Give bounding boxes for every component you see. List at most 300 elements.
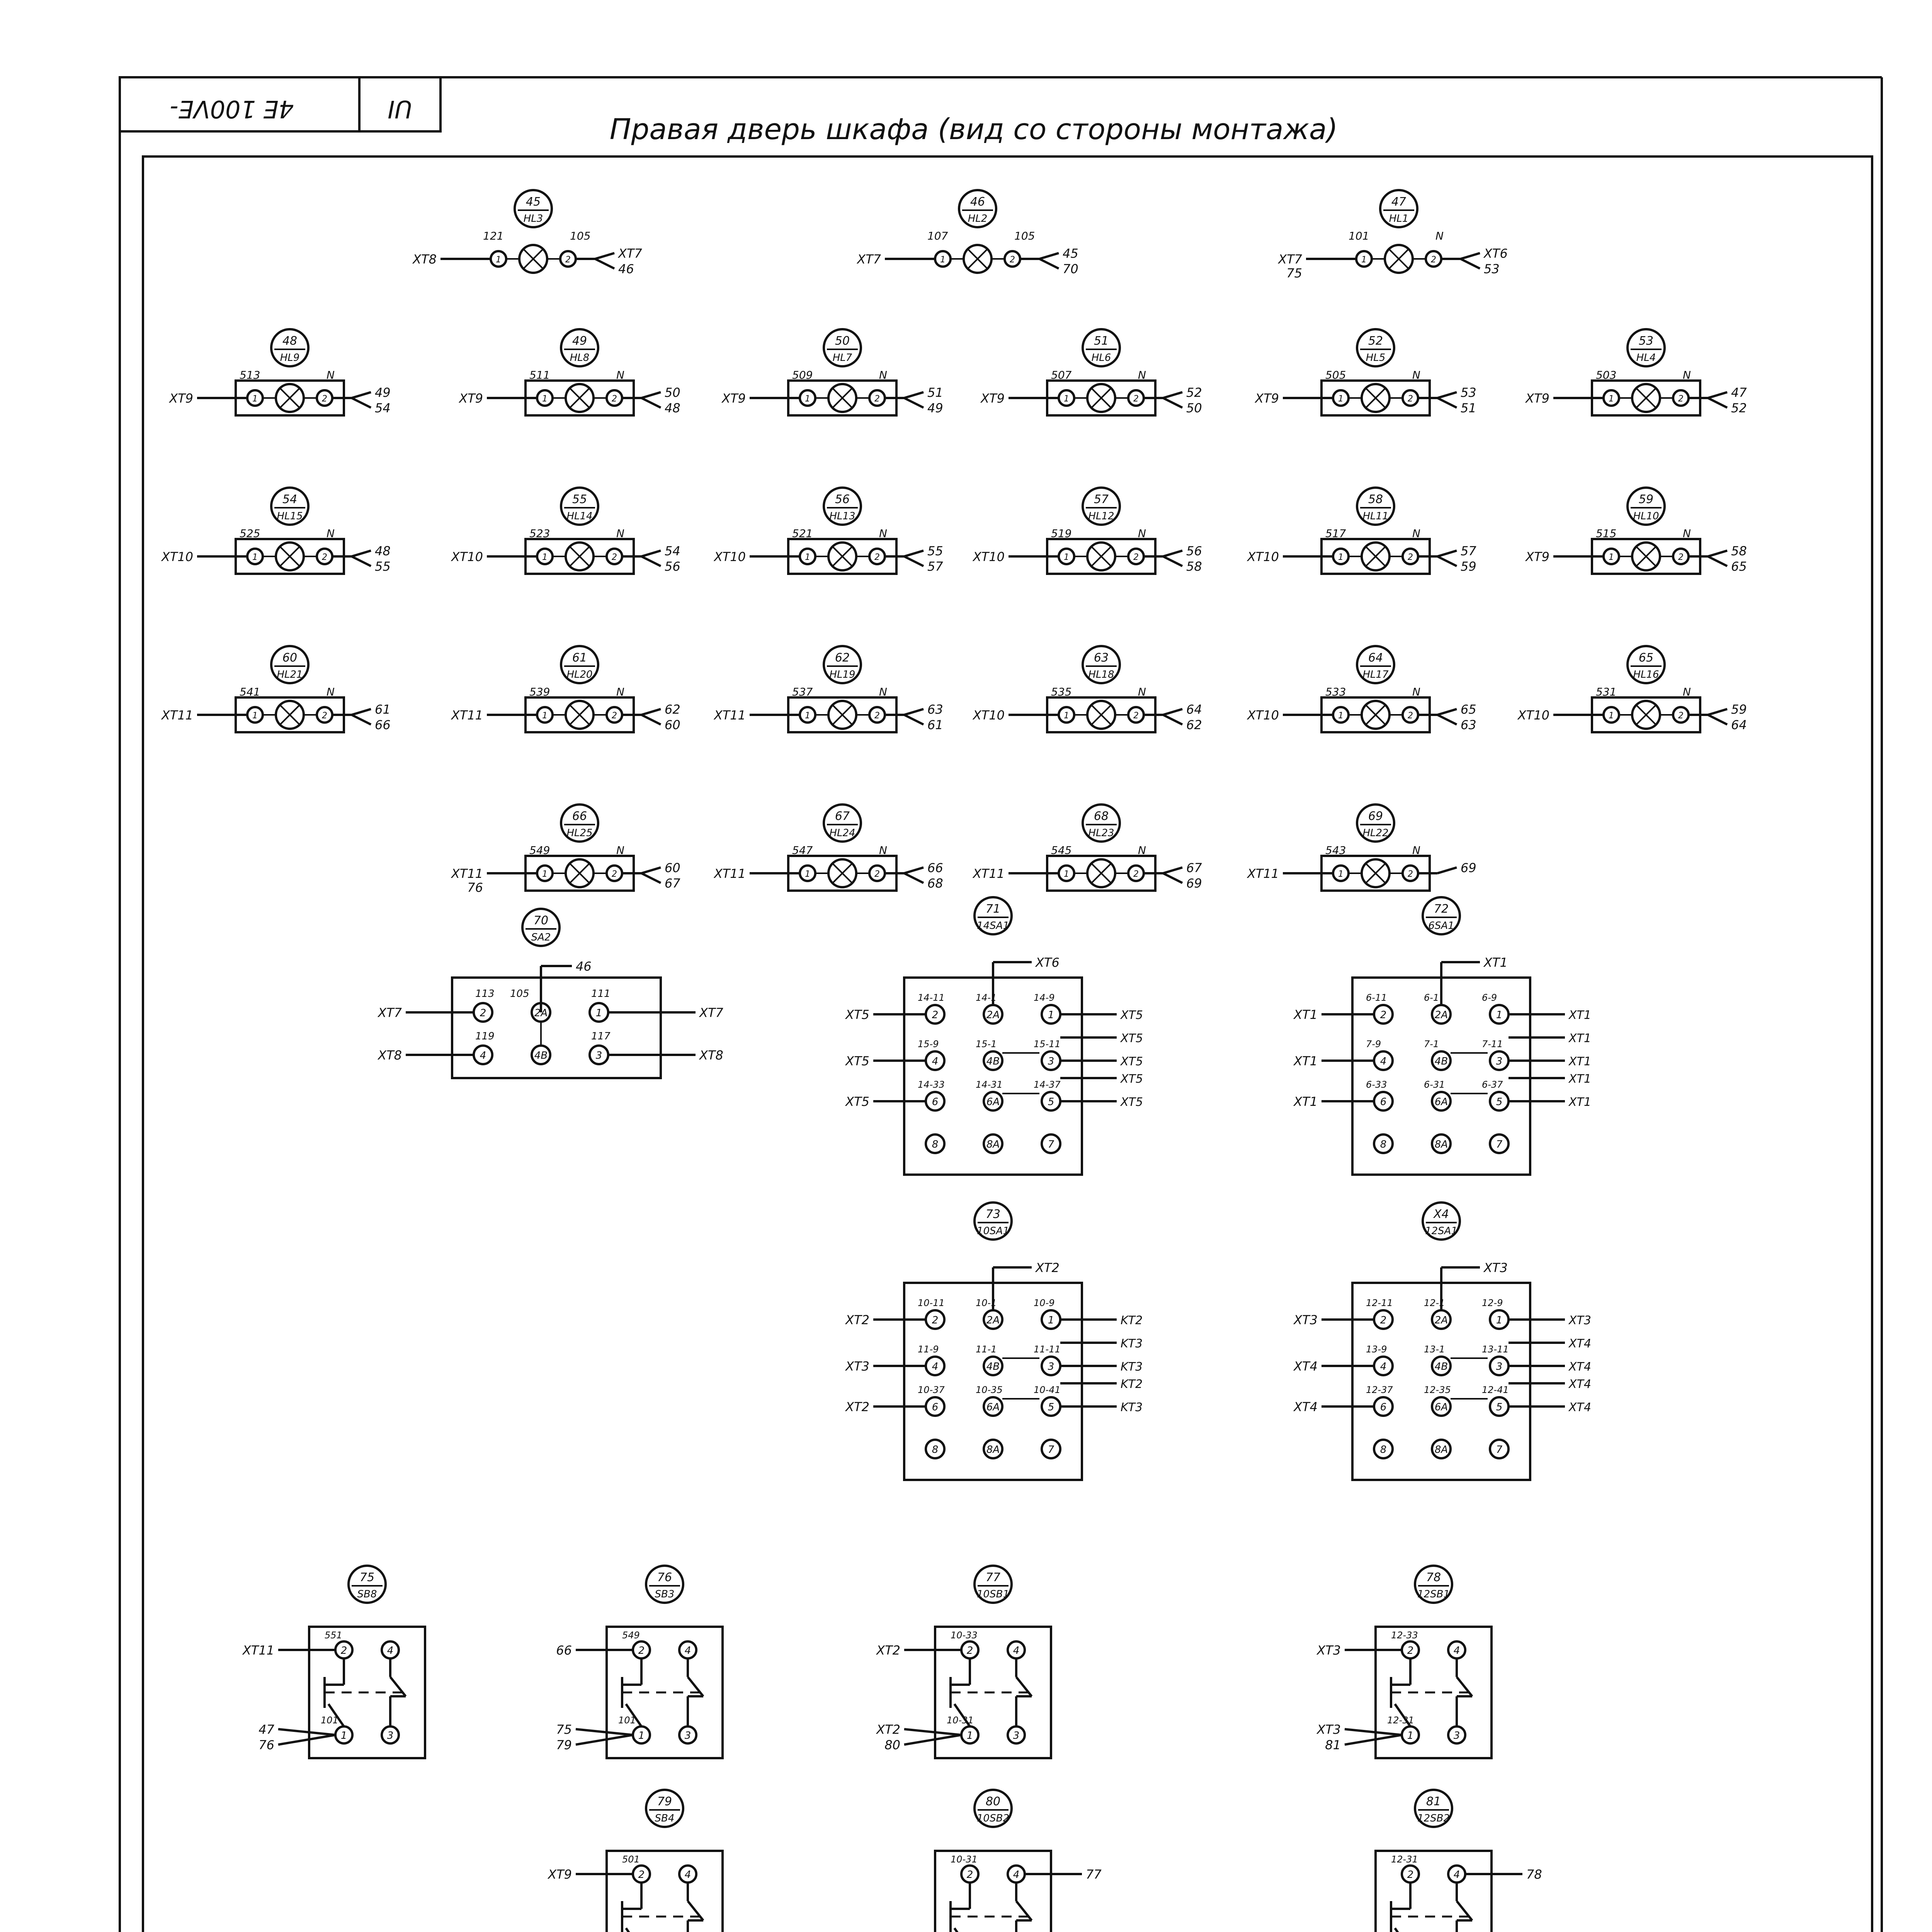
contact-label: 1 [542,711,548,721]
contact-label: 4 [932,1056,939,1067]
lamp-wire-out: N [327,369,335,381]
contact-label: 1 [340,1730,347,1742]
switch-block-wire: 14-33 [918,1079,945,1090]
contact-label: 2 [1133,869,1139,879]
contact-label: 2 [1133,553,1139,562]
lamp-wire-in: 521 [792,527,813,540]
lamp-wire-out: N [616,527,624,540]
contact-label: 4 [1013,1645,1020,1656]
switch-block-wire: 14-31 [976,1079,1003,1090]
contact-label: 1 [1338,394,1344,404]
position-number: 57 [1094,493,1109,506]
lamp-output-terminal: 61 [927,718,943,732]
lamp-wire-out: N [616,369,624,381]
signal-lamp-hl16 [1517,646,1747,732]
position-number: 79 [657,1795,672,1808]
contact-label: 1 [1338,711,1344,721]
switch-block-wire: 7-9 [1366,1039,1381,1049]
button-top-left-terminal: XT2 [876,1643,900,1658]
contact-label: 2 [1010,255,1015,265]
lamp-output-branch [352,709,371,715]
lamp-input-terminal: XT9 [1526,391,1549,406]
contact-label: 7 [1048,1444,1054,1456]
contact-label: 4 [684,1869,691,1881]
position-ref: HL3 [523,213,543,224]
sa2-wire: 113 [475,988,495,1000]
lamp-input-terminal: XT11 [161,708,193,723]
contact-label: 2 [1408,394,1413,404]
contact-label: 2 [638,1645,645,1656]
signal-lamp-hl6 [980,329,1202,415]
contact-label: 6 [1380,1096,1387,1108]
lamp-wire-in: 523 [529,527,550,540]
lamp-output-branch [1163,873,1182,883]
contact-label: 2 [966,1645,973,1656]
contact-label: 6 [1380,1401,1387,1413]
contact-label: 3 [387,1730,394,1742]
lamp-output-branch [1163,398,1182,408]
switch-block-top-terminal: XT1 [1484,955,1508,970]
lamp-wire-in: 531 [1596,685,1617,698]
contact-label: 2 [874,711,880,721]
lamp-output-branch [641,867,661,873]
contact-label: 3 [1048,1056,1054,1067]
switch-block-wire: 14-11 [918,992,945,1003]
position-number: 61 [572,651,587,665]
contact-label: 1 [542,394,548,404]
contact-label: 4 [1453,1645,1460,1656]
switch-block-10sa1 [845,1202,1143,1480]
button-bottom-lead [904,1735,961,1745]
button-bottom-lead [278,1735,335,1745]
lamp-output-branch [1163,709,1182,715]
contact-label: 1 [1048,1009,1054,1021]
button-bottom-wire: 10-31 [947,1715,974,1726]
button-contact-blade [954,1928,970,1932]
lamp-input-terminal: XT9 [981,391,1005,406]
switch-block-wire: 10-37 [918,1384,945,1395]
lamp-wire-in: 511 [529,369,550,381]
lamp-wire-out: N [1683,685,1691,698]
push-button-12sb1 [1316,1566,1492,1758]
contact-label: 3 [1013,1730,1020,1742]
position-ref: HL14 [566,510,593,522]
switch-block-right-terminal: XT1 [1569,1095,1591,1109]
contact-label: 1 [805,869,810,879]
lamp-output-branch [1708,715,1727,724]
sa2-wire: 105 [510,988,529,1000]
lamp-input-terminal: XT11 [451,708,483,723]
position-number: 81 [1426,1795,1441,1808]
lamp-input-terminal: XT9 [459,391,483,406]
position-tag [561,488,598,525]
contact-label: 2 [1408,869,1413,879]
contact-label: 2 [874,553,880,562]
lamp-output-branch [1708,398,1727,408]
contact-label: 1 [1064,711,1069,721]
contact-label: 5 [1496,1401,1503,1413]
switch-block-wire: 10-1 [976,1298,997,1308]
position-ref: HL4 [1636,352,1656,364]
contact-label: 1 [1338,553,1344,562]
contact-label: 8 [1380,1139,1387,1150]
lamp-output-branch [641,715,661,724]
position-ref: HL25 [566,827,593,839]
position-number: 70 [533,914,549,927]
position-ref: HL18 [1088,669,1114,680]
position-ref: 10SA1 [977,1225,1009,1237]
lamp-output-branch [904,398,923,408]
contact-label: 5 [1496,1096,1503,1108]
position-ref: HL21 [277,669,303,680]
lamp-input-terminal: XT10 [451,549,483,564]
header [120,77,1338,146]
lamp-output-branch [1437,398,1457,408]
position-tag [1357,646,1394,683]
contact-label: 2 [612,869,617,879]
signal-lamp-hl21 [161,646,391,732]
button-bottom-wire: 101 [321,1715,338,1726]
lamp-output-terminal: 69 [1461,861,1476,875]
lamp-wire-out: N [1412,685,1420,698]
push-button-sb3 [556,1566,723,1758]
position-tag [1357,804,1394,842]
switch-block-wire: 13-1 [1424,1344,1445,1355]
lamp-output-branch [641,392,661,398]
position-tag [522,909,560,946]
lamp-output-terminal: 67 [665,876,680,891]
switch-block-left-terminal: XT1 [1294,1094,1318,1109]
contact-label: 1 [966,1730,973,1742]
button-top-left-terminal: XT9 [548,1867,572,1882]
switch-block-wire: 6-1 [1424,992,1439,1003]
contact-label: 2A [534,1007,548,1019]
signal-lamp-hl24 [713,804,943,891]
lamp-wire-out: N [1683,369,1691,381]
lamp-output-branch [1437,715,1457,724]
switch-block-wire: 11-9 [918,1344,939,1355]
position-number: 52 [1368,334,1383,348]
lamp-input-terminal: XT10 [1247,549,1279,564]
contact-label: 2 [1408,711,1413,721]
sa2-wire: 111 [591,988,611,1000]
button-top-wire: 12-31 [1391,1854,1418,1865]
position-tag [1628,488,1665,525]
contact-label: 4 [932,1361,939,1372]
lamp-wire-out: N [327,685,335,698]
position-tag [646,1566,683,1603]
position-number: 80 [985,1795,1001,1808]
position-tag [1423,897,1460,934]
button-bottom-left-terminal: XT3 [1317,1722,1341,1737]
contact-label: 2 [322,711,327,721]
lamp-output-terminal: 46 [618,262,634,276]
lamp-output-branch [1437,551,1457,556]
switch-block-top-terminal: XT2 [1036,1260,1060,1275]
lamp-output-terminal: 53 [1484,262,1500,276]
lamp-output-branch [1163,715,1182,724]
lamp-output-terminal: 50 [1186,401,1202,415]
switch-block-top-terminal: XT3 [1484,1260,1508,1275]
lamp-output-branch [904,873,923,883]
lamp-output-branch [641,873,661,883]
lamp-input-terminal: XT10 [973,549,1005,564]
button-bottom-left-terminal: 79 [556,1738,572,1752]
switch-blocks [845,897,1591,1480]
contact-label: 1 [542,869,548,879]
lamp-output-terminal: 64 [1731,718,1747,732]
lamp-output-branch [904,392,923,398]
lamp-input-terminal: XT10 [973,708,1005,723]
lamp-output-terminal: 59 [1731,702,1747,717]
contact-label: 4B [1434,1056,1448,1067]
switch-block-right-terminal: XT1 [1569,1055,1591,1068]
lamp-wire-out: N [1412,844,1420,857]
contact-label: 2A [986,1315,1000,1326]
corner-code: 4E 100VE- [170,95,294,123]
position-tag [271,329,308,366]
contact-label: 2 [1133,711,1139,721]
lamp-output-terminal: 55 [375,559,391,574]
lamp-wire-out: N [616,844,624,857]
position-tag [271,646,308,683]
switch-block-6sa1 [1293,897,1591,1175]
position-ref: HL15 [277,510,303,522]
lamp-output-terminal: 48 [665,401,680,415]
position-tag [1380,190,1417,227]
contact-label: 3 [1496,1056,1503,1067]
position-ref: 6SA1 [1428,920,1454,932]
switch-block-wire: 11-1 [976,1344,997,1355]
switch-block-wire: 15-9 [918,1039,939,1049]
sheet-title: Правая дверь шкафа (вид со стороны монтажа) [609,113,1338,146]
lamp-output-branch [641,709,661,715]
contact-label: 1 [1496,1009,1503,1021]
lamp-wire-in: 101 [1349,230,1369,242]
switch-block-left-terminal: XT2 [845,1313,869,1327]
switch-block-right-terminal: KT2 [1121,1314,1143,1327]
signal-lamp-hl2 [856,190,1078,276]
position-tag [515,190,552,227]
signal-lamp-hl13 [713,488,944,574]
signal-lamp-hl3 [412,190,642,276]
lamp-wire-out: N [1412,369,1420,381]
position-tag [1628,329,1665,366]
position-tag [975,897,1012,934]
lamp-wire-out: N [879,844,887,857]
button-top-wire: 549 [622,1630,640,1641]
signal-lamp-hl11 [1247,488,1477,574]
lamp-input-extra: 76 [467,880,483,895]
lamp-output-branch [352,392,371,398]
switch-sa2 [377,909,723,1078]
contact-label: 4B [534,1050,548,1061]
lamp-output-branch [1708,551,1727,556]
lamp-output-terminal: 53 [1461,385,1476,400]
contact-label: 2 [340,1645,347,1656]
switch-block-wire: 7-11 [1482,1039,1503,1049]
button-top-left-terminal: 66 [556,1643,572,1658]
switch-block-left-terminal: XT2 [845,1400,869,1414]
lamp-output-branch [1163,551,1182,556]
push-button-sb4 [547,1790,723,1932]
lamp-output-branch [904,709,923,715]
position-number: 73 [985,1208,1001,1221]
lamp-output-branch [1163,556,1182,566]
sa2-top-terminal: 46 [576,959,592,974]
switch-block-left-terminal: XT3 [1294,1313,1318,1327]
contact-label: 6A [1434,1096,1448,1108]
signal-lamp-hl1 [1277,190,1508,281]
lamp-output-terminal: 54 [665,544,680,558]
lamp-output-branch [352,715,371,724]
switch-block-wire: 13-9 [1366,1344,1387,1355]
position-number: 65 [1638,651,1654,665]
position-tag [975,1566,1012,1603]
lamp-output-terminal: 68 [927,876,943,891]
position-number: 48 [282,334,298,348]
position-ref: HL20 [566,669,593,680]
contact-label: 1 [252,394,258,404]
signal-lamp-hl18 [972,646,1202,732]
position-ref: HL23 [1088,827,1114,839]
lamp-output-terminal: 67 [1186,861,1202,875]
position-ref: SB4 [655,1813,675,1824]
lamp-wire-out: N [1683,527,1691,540]
lamp-wire-in: 537 [792,685,813,698]
contact-label: 2 [480,1007,486,1019]
switch-block-right-terminal: XT1 [1569,1009,1591,1022]
lamp-output-branch [1039,253,1059,259]
lamp-output-terminal: 65 [1731,559,1747,574]
lamp-output-branch [1437,709,1457,715]
lamp-output-branch [352,556,371,566]
lamp-wire-in: 539 [529,685,550,698]
button-bottom-left-terminal: 80 [884,1738,900,1752]
contact-label: 8 [1380,1444,1387,1456]
lamp-wire-in: 515 [1596,527,1617,540]
contact-label: 3 [595,1050,602,1061]
button-bottom-lead [1345,1735,1402,1745]
lamp-input-terminal: XT10 [161,549,193,564]
position-ref: HL9 [280,352,300,364]
contact-label: 2 [932,1315,939,1326]
contact-label: 3 [1048,1361,1054,1372]
signal-lamp-hl12 [972,488,1202,574]
lamp-input-terminal: XT10 [1247,708,1279,723]
contact-label: 2 [874,394,880,404]
lamp-wire-in: 519 [1051,527,1072,540]
contact-label: 2 [966,1869,973,1881]
position-ref: 10SB2 [977,1813,1009,1824]
lamp-input-terminal: XT11 [973,866,1005,881]
contact-label: 2 [565,255,571,265]
switch-block-wire: 15-11 [1034,1039,1061,1049]
contact-label: 1 [252,711,258,721]
sa2-wire: 117 [591,1031,611,1042]
signal-lamp-hl22 [1247,804,1476,891]
position-number: 67 [835,810,850,823]
switch-block-left-terminal: XT3 [845,1359,869,1374]
lamp-input-terminal: XT11 [1247,866,1279,881]
button-top-wire: 10-31 [951,1854,978,1865]
switch-block-wire: 10-11 [918,1298,945,1308]
lamp-output-branch [1039,259,1059,269]
signal-lamp-hl14 [451,488,680,574]
position-ref: 12SA1 [1425,1225,1458,1237]
lamp-wire-in: 543 [1325,844,1346,857]
switch-block-wire: 14-1 [976,992,997,1003]
contact-label: 8A [1434,1139,1448,1150]
lamp-output-branch [352,398,371,408]
switch-block-left-terminal: XT4 [1294,1400,1318,1414]
contact-label: 8A [986,1139,1000,1150]
position-ref: HL7 [832,352,852,364]
position-ref: HL2 [968,213,988,224]
position-ref: 12SB1 [1417,1588,1450,1600]
position-ref: HL13 [829,510,855,522]
position-number: 58 [1368,493,1383,506]
lamp-input-terminal: XT11 [714,708,746,723]
position-tag [561,329,598,366]
switch-block-right-terminal: XT3 [1569,1314,1591,1327]
lamp-output-terminal: 65 [1461,702,1476,717]
signal-lamp-hl23 [972,804,1202,891]
position-tag [1415,1566,1452,1603]
lamp-output-branch [1437,556,1457,566]
contact-label: 1 [805,711,810,721]
signal-lamp-hl17 [1247,646,1476,732]
contact-label: 7 [1496,1139,1503,1150]
contact-label: 6A [986,1096,1000,1108]
button-top-wire: 501 [622,1854,640,1865]
contact-label: 1 [1064,394,1069,404]
position-ref: HL8 [570,352,590,364]
lamp-output-terminal: 52 [1186,385,1202,400]
switch-block-right-terminal: KT3 [1121,1337,1143,1350]
corner-mark: UI [388,95,412,123]
position-number: 66 [572,810,587,823]
contact-label: 4B [986,1361,1000,1372]
contact-label: 2 [638,1869,645,1881]
lamp-output-branch [641,556,661,566]
position-tag [824,329,861,366]
lamp-output-branch [641,551,661,556]
position-number: 51 [1094,334,1109,348]
contact-label: 2 [1431,255,1436,265]
button-bottom-left-terminal: 76 [259,1738,274,1752]
contact-label: 1 [1407,1730,1414,1742]
switch-block-left-terminal: XT5 [845,1007,869,1022]
position-number: 54 [282,493,298,506]
lamp-output-terminal: 66 [927,861,943,875]
switch-block-right-terminal: XT4 [1569,1337,1591,1350]
lamp-wire-out: N [1138,369,1146,381]
contact-label: 8A [1434,1444,1448,1456]
switch-block-right-terminal: XT5 [1121,1009,1143,1022]
push-button-10sb1 [876,1566,1051,1758]
contact-label: 2 [1380,1009,1387,1021]
switch-block-right-terminal: XT5 [1121,1055,1143,1068]
lamp-output-branch [1437,867,1457,873]
lamp-wire-out: N [327,527,335,540]
switch-block-left-terminal: XT5 [845,1094,869,1109]
switch-block-wire: 12-37 [1366,1384,1393,1395]
lamp-output-terminal: 63 [927,702,943,717]
lamp-output-terminal: XT6 [1484,246,1508,261]
position-tag [824,488,861,525]
contact-label: 2A [1434,1009,1448,1021]
